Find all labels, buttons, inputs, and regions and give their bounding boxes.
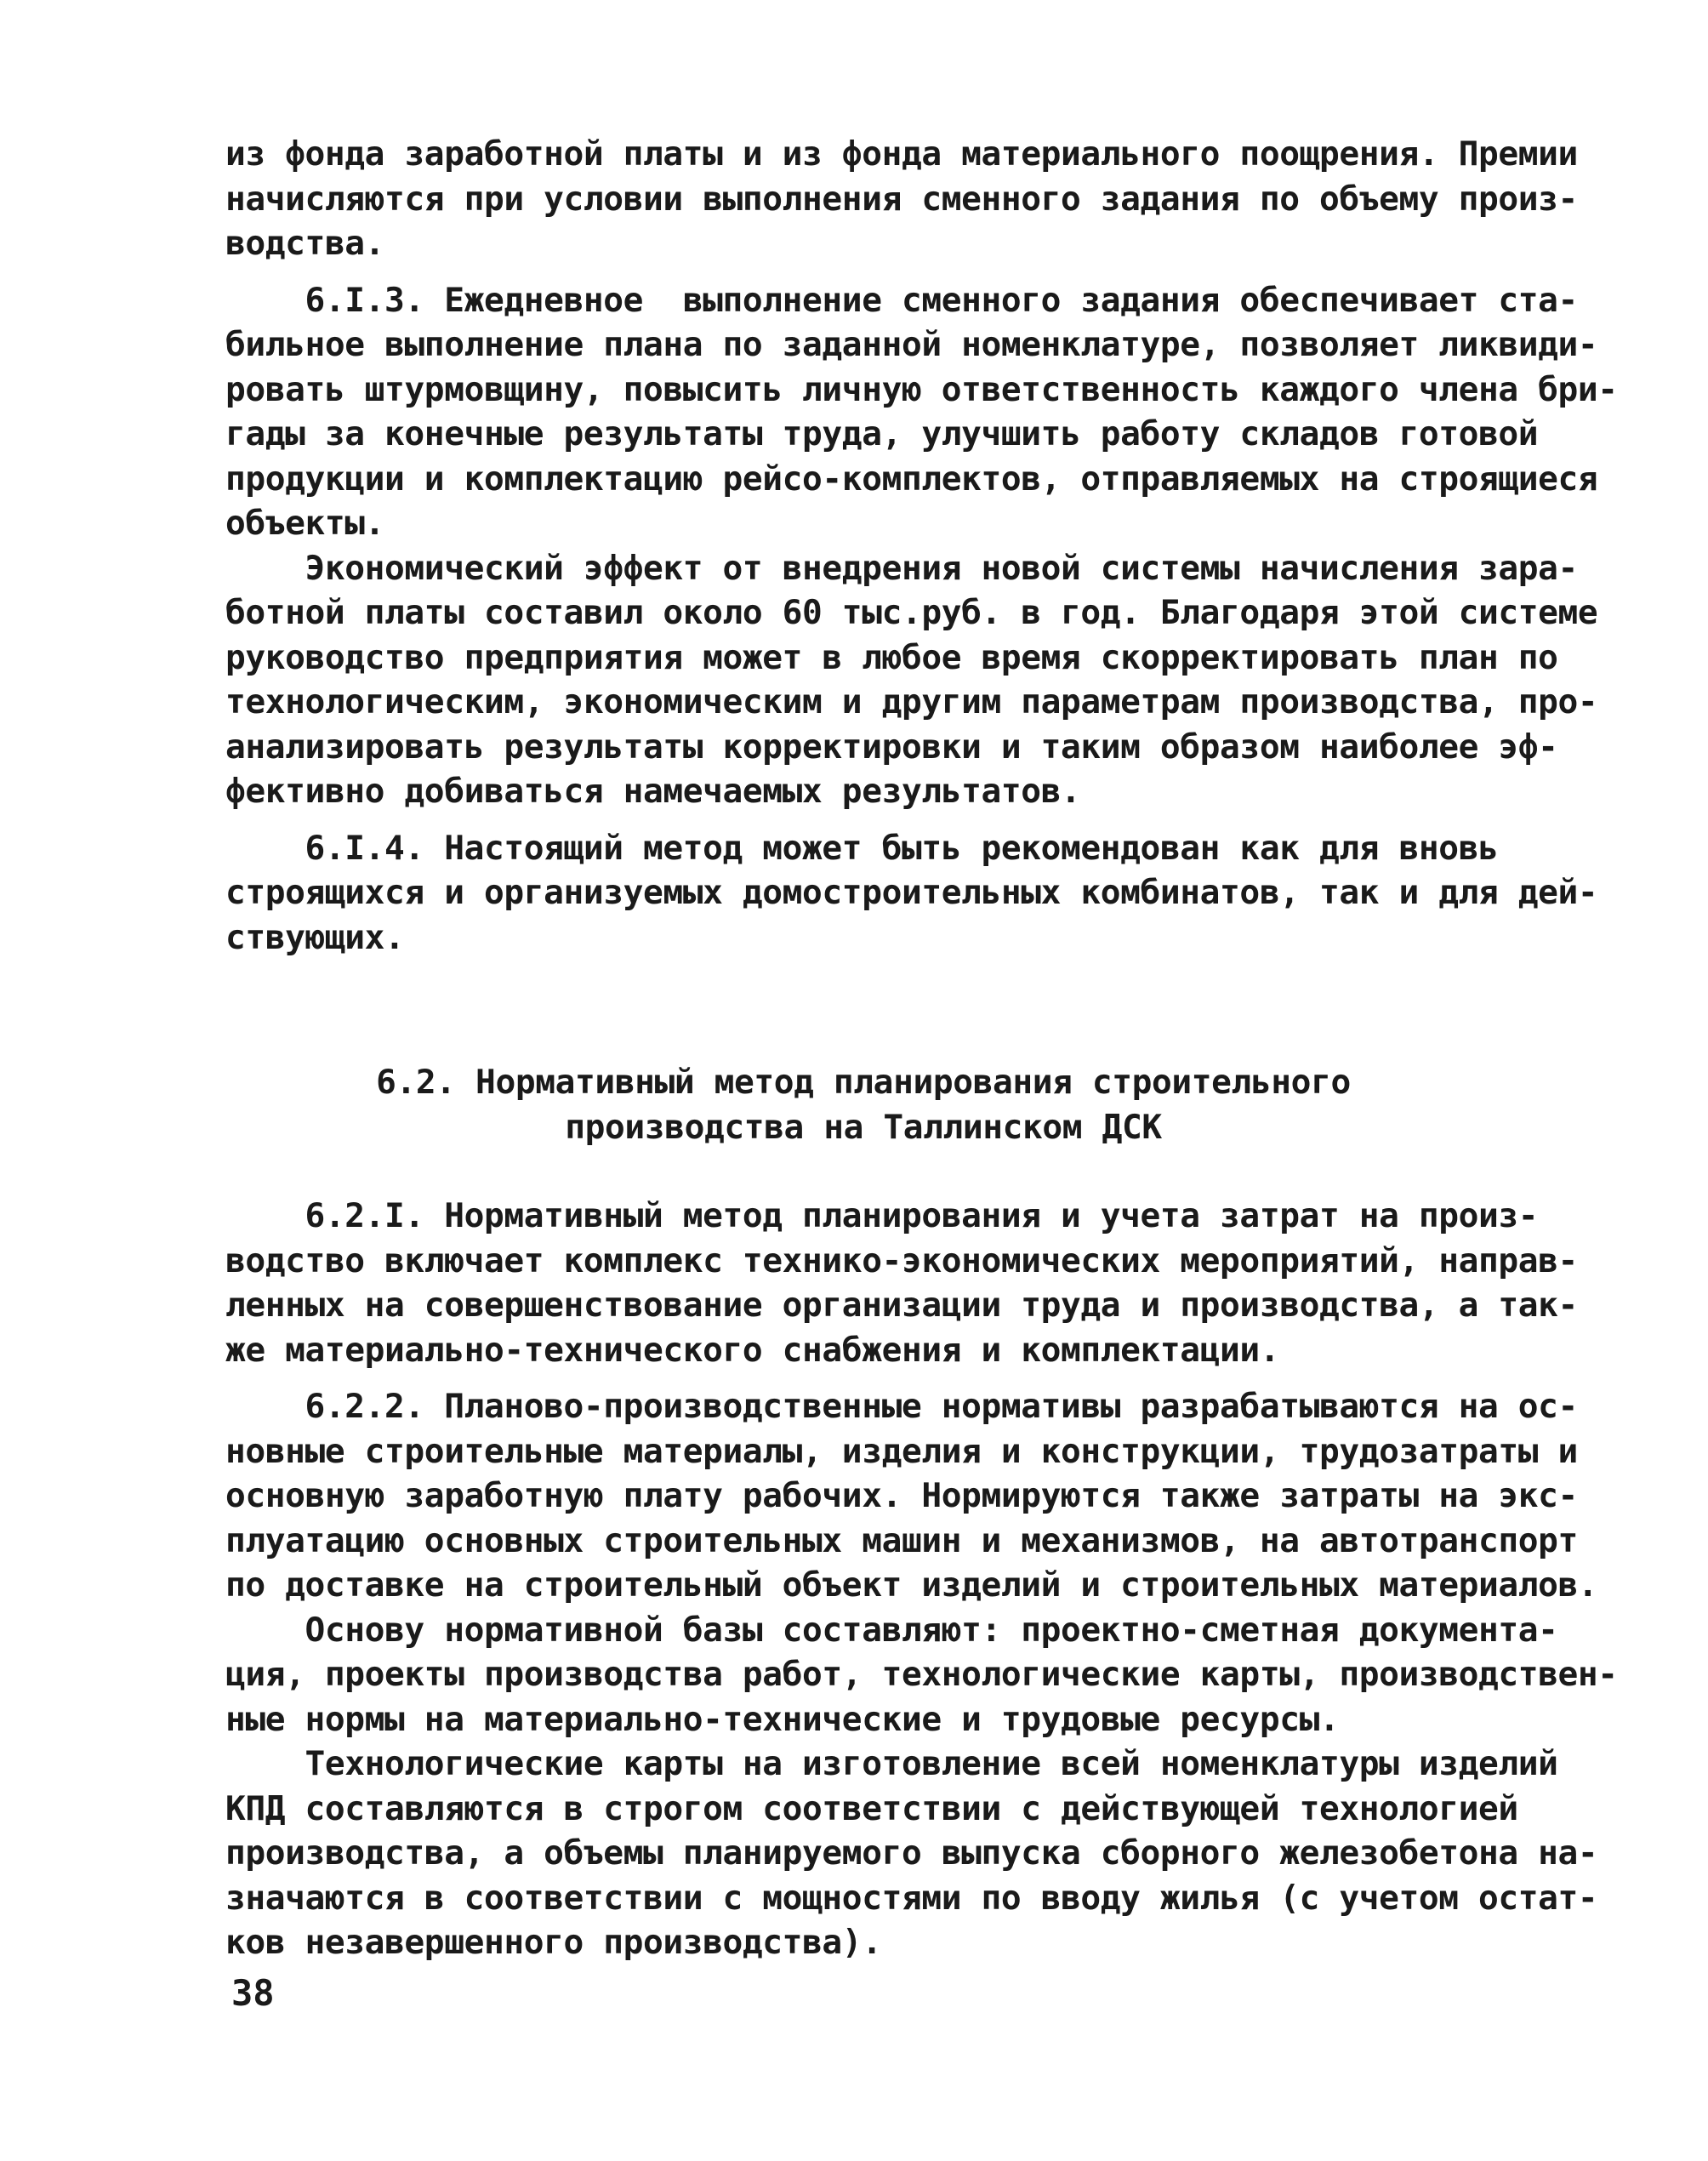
text-line: бильное выполнение плана по заданной номенклатуре, позволяет ликвиди-: [225, 325, 1598, 364]
paragraph-6-1-3: [225, 278, 1618, 546]
text-line: ков незавершенного производства).: [225, 1923, 882, 1962]
text-line: новные строительные материалы, изделия и конструкции, трудозатраты и: [225, 1431, 1578, 1471]
text-line: ствующих.: [225, 917, 405, 957]
document-body: [225, 132, 1618, 1965]
text-line: гады за конечные результаты труда, улучшить работу складов готовой: [225, 414, 1539, 453]
text-line: основную заработную плату рабочих. Нормируются также затраты на экс-: [225, 1476, 1578, 1515]
text-line: ция, проекты производства работ, технологические карты, производствен-: [225, 1655, 1618, 1694]
text-line: производства, а объемы планируемого выпуска сборного железобетона на-: [225, 1833, 1598, 1873]
text-line: фективно добиваться намечаемых результатов.: [225, 772, 1081, 811]
text-line: 6.I.3. Ежедневное выполнение сменного задания обеспечивает ста-: [225, 280, 1578, 320]
paragraph-technological-maps: [225, 1742, 1598, 1965]
text-line: ботной платы составил около 60 тыс.руб. в год. Благодаря этой системе: [225, 593, 1598, 632]
text-line: ные нормы на материально-технические и трудовые ресурсы.: [225, 1699, 1340, 1739]
text-line: ленных на совершенствование организации труда и производства, а так-: [225, 1286, 1578, 1325]
text-line: анализировать результаты корректировки и таким образом наиболее эф-: [225, 727, 1558, 767]
text-line: КПД составляются в строгом соответствии с действующей технологией: [225, 1788, 1518, 1828]
page-number: 38: [231, 1972, 275, 2014]
paragraph-premium-conditions: [225, 132, 1578, 266]
text-line: водства.: [225, 224, 385, 263]
text-line: из фонда заработной платы и из фонда материального поощрения. Премии: [225, 134, 1578, 174]
text-line: 6.2.I. Нормативный метод планирования и учета затрат на произ-: [225, 1196, 1539, 1235]
text-line: строящихся и организуемых домостроительных комбинатов, так и для дей-: [225, 873, 1598, 912]
paragraph-6-2-1: [225, 1194, 1578, 1372]
paragraph-normative-base: [225, 1608, 1618, 1742]
heading-line: производства на Таллинском ДСК: [565, 1107, 1162, 1147]
text-line: продукции и комплектацию рейсо-комплектов, отправляемых на строящиеся: [225, 459, 1598, 499]
paragraph-economic-effect: [225, 546, 1598, 814]
heading-line: 6.2. Нормативный метод планирования строительного: [376, 1063, 1351, 1102]
text-line: 6.I.4. Настоящий метод может быть рекомендован как для вновь: [225, 828, 1499, 868]
text-line: Основу нормативной базы составляют: проектно-сметная документа-: [225, 1610, 1558, 1650]
section-heading-6-2: [225, 1060, 1501, 1149]
text-line: значаются в соответствии с мощностями по вводу жилья (с учетом остат-: [225, 1878, 1598, 1918]
text-line: 6.2.2. Планово-производственные нормативы разрабатываются на ос-: [225, 1387, 1578, 1426]
paragraph-6-1-4: [225, 826, 1598, 961]
text-line: Технологические карты на изготовление всей номенклатуры изделий: [225, 1744, 1558, 1783]
text-line: ровать штурмовщину, повысить личную ответственность каждого члена бри-: [225, 369, 1618, 409]
text-line: плуатацию основных строительных машин и механизмов, на автотранспорт: [225, 1520, 1578, 1560]
text-line: водство включает комплекс технико-экономических мероприятий, направ-: [225, 1240, 1578, 1280]
text-line: объекты.: [225, 504, 385, 543]
text-line: Экономический эффект от внедрения новой системы начисления зара-: [225, 548, 1578, 588]
paragraph-6-2-2: [225, 1384, 1598, 1608]
text-line: по доставке на строительный объект изделий и строительных материалов.: [225, 1565, 1598, 1605]
text-line: технологическим, экономическим и другим параметрам производства, про-: [225, 682, 1598, 721]
text-line: руководство предприятия может в любое время скорректировать план по: [225, 637, 1558, 677]
text-line: же материально-технического снабжения и комплектации.: [225, 1330, 1280, 1370]
text-line: начисляются при условии выполнения сменного задания по объему произ-: [225, 179, 1578, 219]
